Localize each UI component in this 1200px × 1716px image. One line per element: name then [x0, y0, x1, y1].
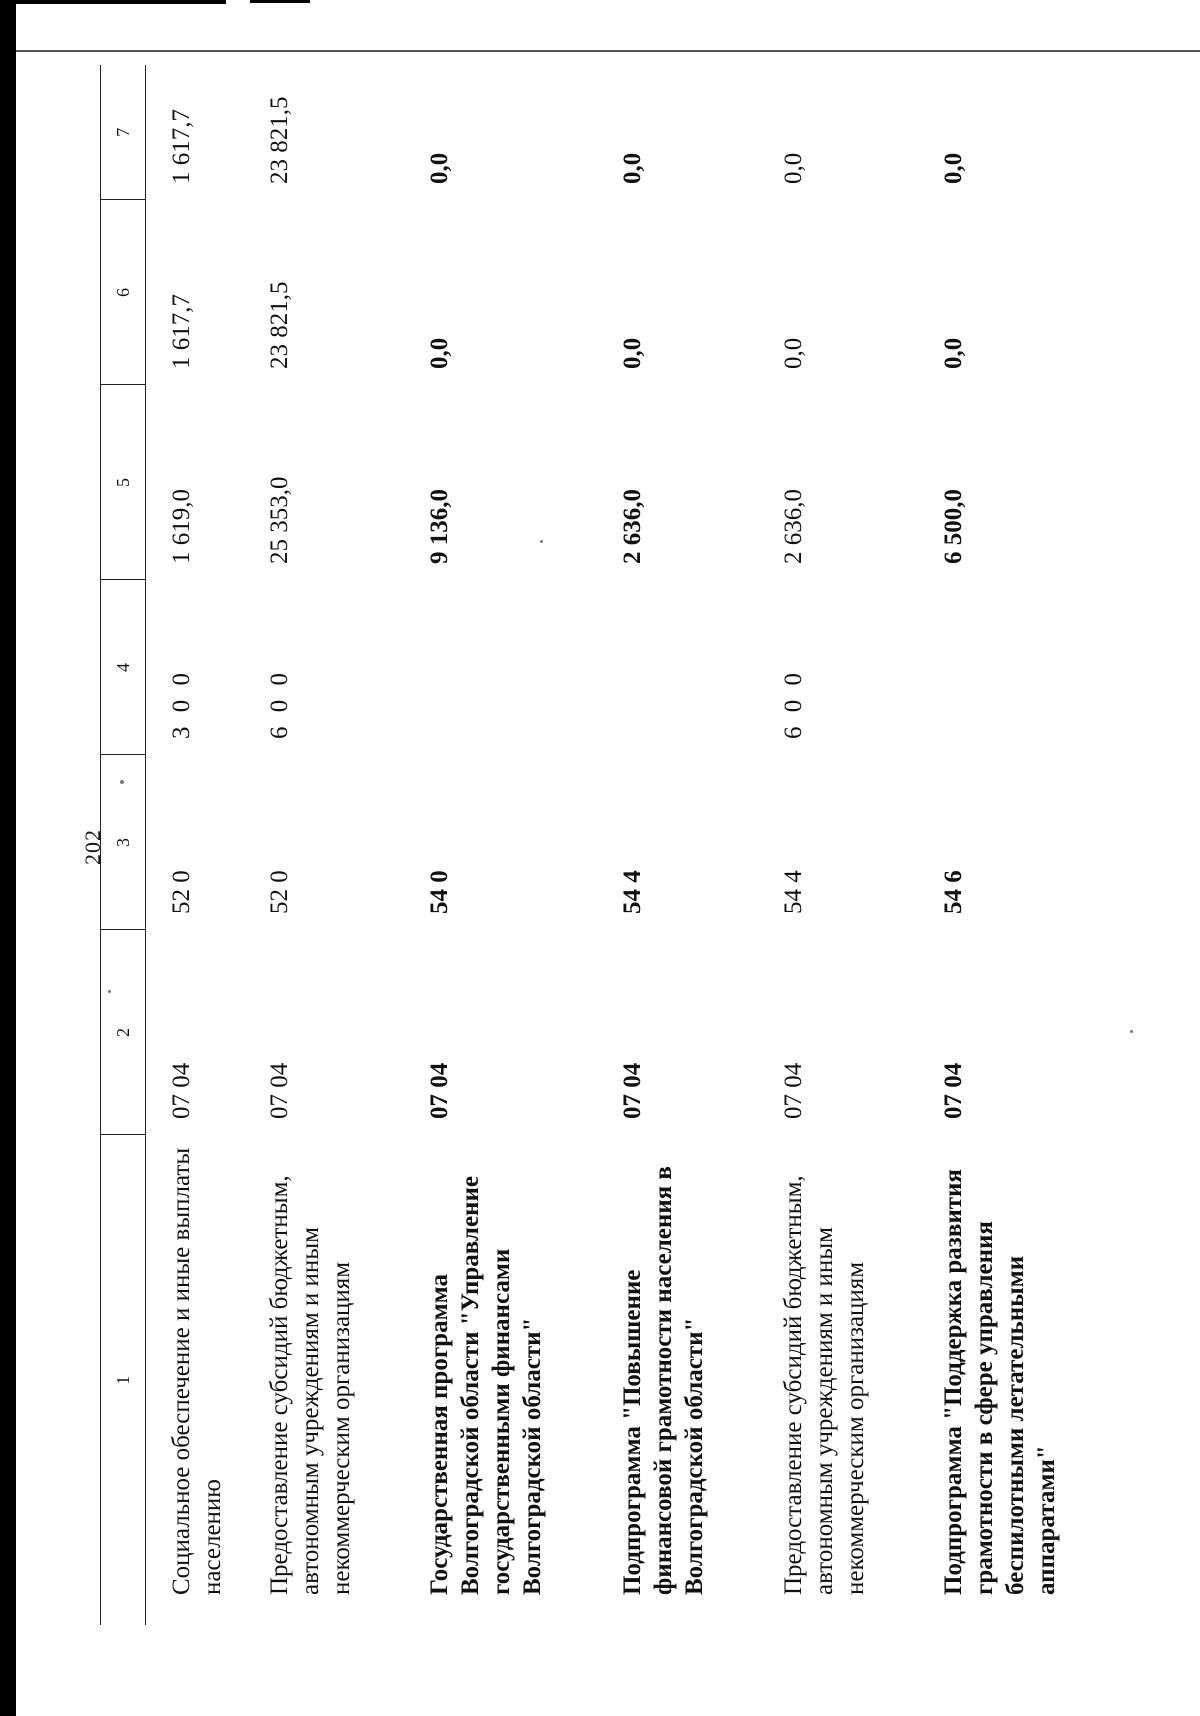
amount-col-6: 0,0 [940, 337, 967, 369]
amount-col-6: 1 617,7 [168, 294, 195, 369]
row-name: Предоставление субсидий бюджетным, автономным учреждениям и иным некоммерческим организациям [780, 1175, 869, 1595]
table-row [146, 65, 245, 1625]
expense-type-code: 6 0 0 [780, 669, 807, 739]
section-code: 07 04 [266, 1062, 293, 1119]
table-row [244, 65, 404, 1625]
table-row [404, 65, 597, 1625]
section-code: 07 04 [168, 1062, 195, 1119]
amount-col-6: 0,0 [780, 337, 807, 369]
amount-col-5: 2 636,0 [619, 489, 646, 564]
scan-edge-top [250, 0, 310, 3]
column-number-row [101, 65, 146, 1625]
column-header-4: 4 [101, 580, 146, 755]
amount-col-7: 0,0 [940, 152, 967, 184]
row-name: Предоставление субсидий бюджетным, автономным учреждениям и иным некоммерческим организациям [266, 1175, 355, 1595]
column-header-7: 7 [101, 65, 146, 200]
expense-type-code: 6 0 0 [266, 669, 293, 739]
row-name: Подпрограмма "Поддержка развития грамотности в сфере управления беспилотными летательными аппаратами" [940, 1169, 1060, 1595]
amount-col-7: 0,0 [780, 152, 807, 184]
budget-page [80, 65, 1100, 1625]
column-header-1: 1 [101, 1135, 146, 1625]
expense-type-code [597, 580, 758, 755]
scan-edge-left [0, 0, 16, 1716]
amount-col-7: 23 821,5 [266, 96, 293, 184]
scan-speck [1130, 1030, 1133, 1033]
target-code: 52 0 [266, 870, 293, 914]
table-row [597, 65, 758, 1625]
expense-type-code [404, 580, 597, 755]
page-number: 202 [80, 829, 105, 865]
column-header-6: 6 [101, 200, 146, 385]
amount-col-7: 0,0 [619, 152, 646, 184]
amount-col-5: 9 136,0 [426, 489, 453, 564]
scan-edge-top [16, 0, 226, 4]
section-code: 07 04 [780, 1062, 807, 1119]
amount-col-6: 23 821,5 [266, 281, 293, 369]
amount-col-5: 1 619,0 [168, 489, 195, 564]
amount-col-6: 0,0 [426, 337, 453, 369]
target-code: 54 6 [940, 870, 967, 914]
amount-col-5: 6 500,0 [940, 489, 967, 564]
expense-type-code [918, 580, 1088, 755]
target-code: 54 0 [426, 870, 453, 914]
amount-col-5: 2 636,0 [780, 489, 807, 564]
amount-col-5: 25 353,0 [266, 476, 293, 564]
row-name: Подпрограмма "Повышение финансовой грамотности населения в Волгоградской области" [619, 1166, 708, 1595]
section-code: 07 04 [940, 1062, 967, 1119]
section-code: 07 04 [426, 1062, 453, 1119]
column-header-3: 3 [101, 755, 146, 930]
target-code: 52 0 [168, 870, 195, 914]
column-header-5: 5 [101, 385, 146, 580]
amount-col-7: 1 617,7 [168, 109, 195, 184]
section-code: 07 04 [619, 1062, 646, 1119]
row-name: Социальное обеспечение и иные выплаты населению [168, 1147, 226, 1595]
table-row [758, 65, 918, 1625]
amount-col-7: 0,0 [426, 152, 453, 184]
column-header-2: 2 [101, 930, 146, 1135]
target-code: 54 4 [619, 870, 646, 914]
table-row [918, 65, 1088, 1625]
budget-table [100, 65, 1088, 1625]
amount-col-6: 0,0 [619, 337, 646, 369]
expense-type-code: 3 0 0 [168, 669, 195, 739]
scan-line [16, 50, 1200, 52]
target-code: 54 4 [780, 870, 807, 914]
row-name: Государственная программа Волгоградской области "Управление государственными финансами Волгоградской области" [426, 1176, 546, 1595]
